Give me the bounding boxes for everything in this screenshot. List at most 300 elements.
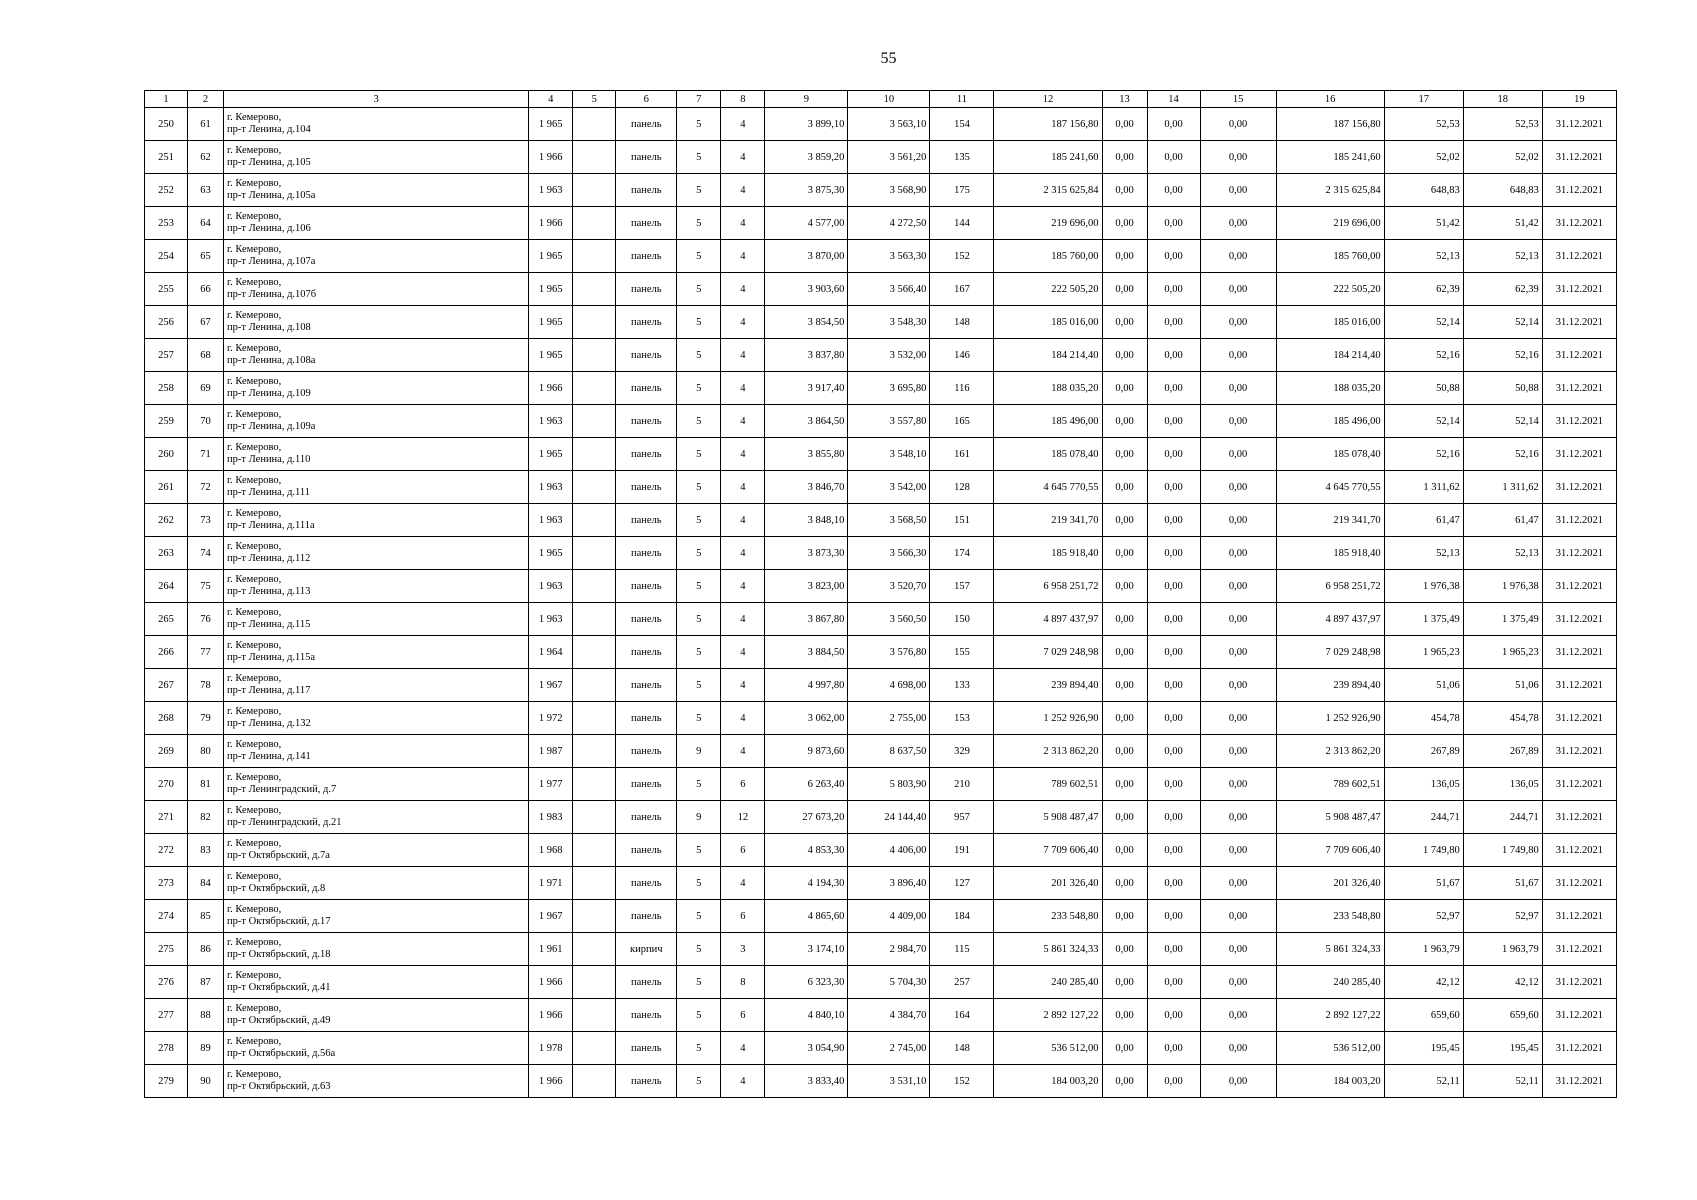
deadline-date-cell: 31.12.2021 bbox=[1542, 273, 1616, 306]
deadline-date-cell: 31.12.2021 bbox=[1542, 570, 1616, 603]
address-cell bbox=[224, 207, 529, 240]
col-13-cell: 0,00 bbox=[1102, 471, 1147, 504]
col-16-cost-cell: 185 241,60 bbox=[1276, 141, 1384, 174]
address-street: пр-т Ленина, д.111 bbox=[227, 487, 311, 498]
entrances-cell: 4 bbox=[721, 504, 765, 537]
col-13-cell: 0,00 bbox=[1102, 636, 1147, 669]
col-15-cell: 0,00 bbox=[1200, 108, 1276, 141]
residents-cell: 165 bbox=[930, 405, 994, 438]
total-cost-cell: 219 341,70 bbox=[994, 504, 1102, 537]
wall-material-cell: панель bbox=[616, 768, 677, 801]
address-cell bbox=[224, 570, 529, 603]
col-16-cost-cell: 7 029 248,98 bbox=[1276, 636, 1384, 669]
col-18-per-sqm-cell: 52,11 bbox=[1463, 1065, 1542, 1098]
col-5-cell bbox=[573, 933, 616, 966]
col-17-per-sqm-cell: 52,11 bbox=[1384, 1065, 1463, 1098]
col-18-per-sqm-cell: 51,67 bbox=[1463, 867, 1542, 900]
col-14-cell: 0,00 bbox=[1147, 669, 1200, 702]
col-18-per-sqm-cell: 52,97 bbox=[1463, 900, 1542, 933]
address-cell bbox=[224, 834, 529, 867]
col-5-cell bbox=[573, 801, 616, 834]
total-area-cell: 3 884,50 bbox=[765, 636, 848, 669]
col-5-cell bbox=[573, 339, 616, 372]
row-number-cell: 278 bbox=[145, 1032, 188, 1065]
total-cost-cell: 2 315 625,84 bbox=[994, 174, 1102, 207]
col-14-cell: 0,00 bbox=[1147, 306, 1200, 339]
wall-material-cell: панель bbox=[616, 372, 677, 405]
col-15-cell: 0,00 bbox=[1200, 834, 1276, 867]
col-18-per-sqm-cell: 50,88 bbox=[1463, 372, 1542, 405]
address-cell bbox=[224, 702, 529, 735]
wall-material-cell: панель bbox=[616, 636, 677, 669]
col-14-cell: 0,00 bbox=[1147, 537, 1200, 570]
floors-cell: 5 bbox=[677, 273, 721, 306]
col-13-cell: 0,00 bbox=[1102, 834, 1147, 867]
row-number-cell: 255 bbox=[145, 273, 188, 306]
year-built-cell: 1 968 bbox=[529, 834, 573, 867]
total-cost-cell: 2 313 862,20 bbox=[994, 735, 1102, 768]
year-built-cell: 1 963 bbox=[529, 570, 573, 603]
total-area-cell: 3 855,80 bbox=[765, 438, 848, 471]
column-number-5: 5 bbox=[573, 91, 616, 108]
col-17-per-sqm-cell: 136,05 bbox=[1384, 768, 1463, 801]
address-street: пр-т Ленина, д.107б bbox=[227, 289, 317, 300]
living-area-cell: 3 576,80 bbox=[848, 636, 930, 669]
table-row bbox=[145, 504, 1617, 537]
entrances-cell: 4 bbox=[721, 438, 765, 471]
year-built-cell: 1 987 bbox=[529, 735, 573, 768]
wall-material-cell: панель bbox=[616, 669, 677, 702]
local-number-cell: 61 bbox=[188, 108, 224, 141]
col-18-per-sqm-cell: 659,60 bbox=[1463, 999, 1542, 1032]
floors-cell: 5 bbox=[677, 636, 721, 669]
col-15-cell: 0,00 bbox=[1200, 867, 1276, 900]
residents-cell: 146 bbox=[930, 339, 994, 372]
col-18-per-sqm-cell: 1 963,79 bbox=[1463, 933, 1542, 966]
wall-material-cell: панель bbox=[616, 867, 677, 900]
col-5-cell bbox=[573, 735, 616, 768]
local-number-cell: 86 bbox=[188, 933, 224, 966]
total-cost-cell: 185 241,60 bbox=[994, 141, 1102, 174]
table-row bbox=[145, 933, 1617, 966]
living-area-cell: 3 557,80 bbox=[848, 405, 930, 438]
column-number-11: 11 bbox=[930, 91, 994, 108]
year-built-cell: 1 966 bbox=[529, 1065, 573, 1098]
address-street: пр-т Ленина, д.105 bbox=[227, 157, 311, 168]
entrances-cell: 4 bbox=[721, 537, 765, 570]
address-street: пр-т Ленина, д.109 bbox=[227, 388, 311, 399]
col-15-cell: 0,00 bbox=[1200, 339, 1276, 372]
floors-cell: 5 bbox=[677, 702, 721, 735]
floors-cell: 5 bbox=[677, 339, 721, 372]
entrances-cell: 4 bbox=[721, 372, 765, 405]
residents-cell: 184 bbox=[930, 900, 994, 933]
deadline-date-cell: 31.12.2021 bbox=[1542, 867, 1616, 900]
floors-cell: 5 bbox=[677, 900, 721, 933]
floors-cell: 5 bbox=[677, 174, 721, 207]
col-18-per-sqm-cell: 648,83 bbox=[1463, 174, 1542, 207]
address-city: г. Кемерово, bbox=[227, 343, 282, 354]
col-14-cell: 0,00 bbox=[1147, 900, 1200, 933]
col-16-cost-cell: 185 078,40 bbox=[1276, 438, 1384, 471]
col-13-cell: 0,00 bbox=[1102, 669, 1147, 702]
address-cell bbox=[224, 306, 529, 339]
residents-cell: 150 bbox=[930, 603, 994, 636]
col-15-cell: 0,00 bbox=[1200, 141, 1276, 174]
entrances-cell: 4 bbox=[721, 240, 765, 273]
col-16-cost-cell: 187 156,80 bbox=[1276, 108, 1384, 141]
local-number-cell: 84 bbox=[188, 867, 224, 900]
col-18-per-sqm-cell: 136,05 bbox=[1463, 768, 1542, 801]
wall-material-cell: панель bbox=[616, 471, 677, 504]
total-cost-cell: 185 918,40 bbox=[994, 537, 1102, 570]
entrances-cell: 6 bbox=[721, 900, 765, 933]
wall-material-cell: панель bbox=[616, 999, 677, 1032]
col-5-cell bbox=[573, 834, 616, 867]
deadline-date-cell: 31.12.2021 bbox=[1542, 834, 1616, 867]
table-row bbox=[145, 240, 1617, 273]
total-cost-cell: 222 505,20 bbox=[994, 273, 1102, 306]
col-14-cell: 0,00 bbox=[1147, 339, 1200, 372]
entrances-cell: 4 bbox=[721, 306, 765, 339]
col-16-cost-cell: 536 512,00 bbox=[1276, 1032, 1384, 1065]
col-17-per-sqm-cell: 267,89 bbox=[1384, 735, 1463, 768]
col-17-per-sqm-cell: 50,88 bbox=[1384, 372, 1463, 405]
address-street: пр-т Октябрьский, д.41 bbox=[227, 982, 331, 993]
address-cell bbox=[224, 735, 529, 768]
wall-material-cell: панель bbox=[616, 702, 677, 735]
col-15-cell: 0,00 bbox=[1200, 240, 1276, 273]
wall-material-cell: панель bbox=[616, 207, 677, 240]
col-5-cell bbox=[573, 471, 616, 504]
address-street: пр-т Ленина, д.115 bbox=[227, 619, 311, 630]
address-city: г. Кемерово, bbox=[227, 805, 282, 816]
wall-material-cell: панель bbox=[616, 537, 677, 570]
col-14-cell: 0,00 bbox=[1147, 141, 1200, 174]
year-built-cell: 1 966 bbox=[529, 207, 573, 240]
column-number-4: 4 bbox=[529, 91, 573, 108]
entrances-cell: 3 bbox=[721, 933, 765, 966]
col-18-per-sqm-cell: 52,16 bbox=[1463, 438, 1542, 471]
col-16-cost-cell: 185 760,00 bbox=[1276, 240, 1384, 273]
local-number-cell: 66 bbox=[188, 273, 224, 306]
col-5-cell bbox=[573, 108, 616, 141]
living-area-cell: 2 745,00 bbox=[848, 1032, 930, 1065]
col-18-per-sqm-cell: 42,12 bbox=[1463, 966, 1542, 999]
total-area-cell: 9 873,60 bbox=[765, 735, 848, 768]
table-row bbox=[145, 966, 1617, 999]
col-13-cell: 0,00 bbox=[1102, 570, 1147, 603]
col-18-per-sqm-cell: 62,39 bbox=[1463, 273, 1542, 306]
row-number-cell: 257 bbox=[145, 339, 188, 372]
col-16-cost-cell: 7 709 606,40 bbox=[1276, 834, 1384, 867]
col-14-cell: 0,00 bbox=[1147, 471, 1200, 504]
local-number-cell: 89 bbox=[188, 1032, 224, 1065]
table-row bbox=[145, 900, 1617, 933]
local-number-cell: 71 bbox=[188, 438, 224, 471]
living-area-cell: 4 698,00 bbox=[848, 669, 930, 702]
col-15-cell: 0,00 bbox=[1200, 801, 1276, 834]
col-16-cost-cell: 184 214,40 bbox=[1276, 339, 1384, 372]
table-row bbox=[145, 570, 1617, 603]
year-built-cell: 1 983 bbox=[529, 801, 573, 834]
col-5-cell bbox=[573, 438, 616, 471]
col-5-cell bbox=[573, 240, 616, 273]
address-street: пр-т Ленина, д.107а bbox=[227, 256, 316, 267]
year-built-cell: 1 977 bbox=[529, 768, 573, 801]
col-5-cell bbox=[573, 372, 616, 405]
total-area-cell: 3 873,30 bbox=[765, 537, 848, 570]
floors-cell: 5 bbox=[677, 1032, 721, 1065]
address-city: г. Кемерово, bbox=[227, 112, 282, 123]
address-street: пр-т Октябрьский, д.63 bbox=[227, 1081, 331, 1092]
column-number-8: 8 bbox=[721, 91, 765, 108]
address-cell bbox=[224, 372, 529, 405]
col-18-per-sqm-cell: 454,78 bbox=[1463, 702, 1542, 735]
col-17-per-sqm-cell: 1 976,38 bbox=[1384, 570, 1463, 603]
year-built-cell: 1 966 bbox=[529, 372, 573, 405]
col-13-cell: 0,00 bbox=[1102, 339, 1147, 372]
col-16-cost-cell: 239 894,40 bbox=[1276, 669, 1384, 702]
address-cell bbox=[224, 669, 529, 702]
total-area-cell: 3 854,50 bbox=[765, 306, 848, 339]
residents-cell: 127 bbox=[930, 867, 994, 900]
col-18-per-sqm-cell: 51,42 bbox=[1463, 207, 1542, 240]
col-15-cell: 0,00 bbox=[1200, 537, 1276, 570]
col-5-cell bbox=[573, 570, 616, 603]
col-13-cell: 0,00 bbox=[1102, 966, 1147, 999]
total-area-cell: 4 840,10 bbox=[765, 999, 848, 1032]
floors-cell: 5 bbox=[677, 438, 721, 471]
wall-material-cell: панель bbox=[616, 405, 677, 438]
entrances-cell: 4 bbox=[721, 1065, 765, 1098]
total-cost-cell: 7 709 606,40 bbox=[994, 834, 1102, 867]
wall-material-cell: панель bbox=[616, 1032, 677, 1065]
floors-cell: 5 bbox=[677, 537, 721, 570]
local-number-cell: 63 bbox=[188, 174, 224, 207]
total-cost-cell: 184 214,40 bbox=[994, 339, 1102, 372]
address-city: г. Кемерово, bbox=[227, 442, 282, 453]
total-cost-cell: 5 861 324,33 bbox=[994, 933, 1102, 966]
entrances-cell: 4 bbox=[721, 702, 765, 735]
col-15-cell: 0,00 bbox=[1200, 438, 1276, 471]
col-15-cell: 0,00 bbox=[1200, 1032, 1276, 1065]
year-built-cell: 1 971 bbox=[529, 867, 573, 900]
col-18-per-sqm-cell: 52,13 bbox=[1463, 537, 1542, 570]
floors-cell: 5 bbox=[677, 999, 721, 1032]
col-17-per-sqm-cell: 52,14 bbox=[1384, 405, 1463, 438]
entrances-cell: 4 bbox=[721, 570, 765, 603]
year-built-cell: 1 961 bbox=[529, 933, 573, 966]
column-number-1: 1 bbox=[145, 91, 188, 108]
row-number-cell: 262 bbox=[145, 504, 188, 537]
local-number-cell: 78 bbox=[188, 669, 224, 702]
local-number-cell: 85 bbox=[188, 900, 224, 933]
year-built-cell: 1 965 bbox=[529, 273, 573, 306]
living-area-cell: 3 531,10 bbox=[848, 1065, 930, 1098]
total-cost-cell: 4 645 770,55 bbox=[994, 471, 1102, 504]
col-17-per-sqm-cell: 244,71 bbox=[1384, 801, 1463, 834]
col-14-cell: 0,00 bbox=[1147, 603, 1200, 636]
col-5-cell bbox=[573, 966, 616, 999]
entrances-cell: 4 bbox=[721, 471, 765, 504]
col-18-per-sqm-cell: 52,13 bbox=[1463, 240, 1542, 273]
table-row bbox=[145, 702, 1617, 735]
col-13-cell: 0,00 bbox=[1102, 801, 1147, 834]
column-number-13: 13 bbox=[1102, 91, 1147, 108]
col-13-cell: 0,00 bbox=[1102, 933, 1147, 966]
address-cell bbox=[224, 537, 529, 570]
col-18-per-sqm-cell: 1 976,38 bbox=[1463, 570, 1542, 603]
col-5-cell bbox=[573, 999, 616, 1032]
living-area-cell: 3 548,30 bbox=[848, 306, 930, 339]
total-area-cell: 6 323,30 bbox=[765, 966, 848, 999]
col-15-cell: 0,00 bbox=[1200, 372, 1276, 405]
total-area-cell: 27 673,20 bbox=[765, 801, 848, 834]
table-row bbox=[145, 801, 1617, 834]
col-14-cell: 0,00 bbox=[1147, 768, 1200, 801]
entrances-cell: 4 bbox=[721, 339, 765, 372]
residents-cell: 152 bbox=[930, 1065, 994, 1098]
table-row bbox=[145, 471, 1617, 504]
col-15-cell: 0,00 bbox=[1200, 405, 1276, 438]
living-area-cell: 3 563,10 bbox=[848, 108, 930, 141]
row-number-cell: 271 bbox=[145, 801, 188, 834]
local-number-cell: 79 bbox=[188, 702, 224, 735]
year-built-cell: 1 965 bbox=[529, 306, 573, 339]
address-city: г. Кемерово, bbox=[227, 772, 282, 783]
col-14-cell: 0,00 bbox=[1147, 504, 1200, 537]
residents-cell: 148 bbox=[930, 306, 994, 339]
entrances-cell: 4 bbox=[721, 867, 765, 900]
col-15-cell: 0,00 bbox=[1200, 735, 1276, 768]
year-built-cell: 1 966 bbox=[529, 999, 573, 1032]
deadline-date-cell: 31.12.2021 bbox=[1542, 933, 1616, 966]
total-cost-cell: 184 003,20 bbox=[994, 1065, 1102, 1098]
address-cell bbox=[224, 1065, 529, 1098]
column-number-6: 6 bbox=[616, 91, 677, 108]
deadline-date-cell: 31.12.2021 bbox=[1542, 669, 1616, 702]
col-17-per-sqm-cell: 52,97 bbox=[1384, 900, 1463, 933]
total-cost-cell: 536 512,00 bbox=[994, 1032, 1102, 1065]
year-built-cell: 1 963 bbox=[529, 471, 573, 504]
living-area-cell: 2 755,00 bbox=[848, 702, 930, 735]
deadline-date-cell: 31.12.2021 bbox=[1542, 207, 1616, 240]
col-15-cell: 0,00 bbox=[1200, 207, 1276, 240]
year-built-cell: 1 963 bbox=[529, 504, 573, 537]
floors-cell: 5 bbox=[677, 603, 721, 636]
living-area-cell: 4 272,50 bbox=[848, 207, 930, 240]
total-cost-cell: 185 760,00 bbox=[994, 240, 1102, 273]
table-row bbox=[145, 438, 1617, 471]
address-city: г. Кемерово, bbox=[227, 970, 282, 981]
local-number-cell: 83 bbox=[188, 834, 224, 867]
year-built-cell: 1 963 bbox=[529, 174, 573, 207]
floors-cell: 9 bbox=[677, 801, 721, 834]
total-area-cell: 3 054,90 bbox=[765, 1032, 848, 1065]
entrances-cell: 4 bbox=[721, 141, 765, 174]
col-5-cell bbox=[573, 603, 616, 636]
column-number-9: 9 bbox=[765, 91, 848, 108]
residents-cell: 161 bbox=[930, 438, 994, 471]
row-number-cell: 258 bbox=[145, 372, 188, 405]
residents-cell: 210 bbox=[930, 768, 994, 801]
col-18-per-sqm-cell: 1 311,62 bbox=[1463, 471, 1542, 504]
col-14-cell: 0,00 bbox=[1147, 174, 1200, 207]
table-row bbox=[145, 867, 1617, 900]
col-5-cell bbox=[573, 768, 616, 801]
entrances-cell: 4 bbox=[721, 174, 765, 207]
residents-cell: 157 bbox=[930, 570, 994, 603]
local-number-cell: 70 bbox=[188, 405, 224, 438]
col-5-cell bbox=[573, 702, 616, 735]
total-area-cell: 3 870,00 bbox=[765, 240, 848, 273]
wall-material-cell: панель bbox=[616, 273, 677, 306]
total-area-cell: 3 062,00 bbox=[765, 702, 848, 735]
wall-material-cell: панель bbox=[616, 603, 677, 636]
address-street: пр-т Октябрьский, д.7а bbox=[227, 850, 330, 861]
floors-cell: 5 bbox=[677, 306, 721, 339]
row-number-cell: 277 bbox=[145, 999, 188, 1032]
col-18-per-sqm-cell: 52,14 bbox=[1463, 405, 1542, 438]
address-city: г. Кемерово, bbox=[227, 541, 282, 552]
col-17-per-sqm-cell: 1 375,49 bbox=[1384, 603, 1463, 636]
col-16-cost-cell: 5 908 487,47 bbox=[1276, 801, 1384, 834]
entrances-cell: 6 bbox=[721, 834, 765, 867]
residents-cell: 167 bbox=[930, 273, 994, 306]
col-13-cell: 0,00 bbox=[1102, 273, 1147, 306]
col-5-cell bbox=[573, 273, 616, 306]
total-cost-cell: 201 326,40 bbox=[994, 867, 1102, 900]
col-5-cell bbox=[573, 1065, 616, 1098]
address-city: г. Кемерово, bbox=[227, 739, 282, 750]
col-16-cost-cell: 4 897 437,97 bbox=[1276, 603, 1384, 636]
address-city: г. Кемерово, bbox=[227, 937, 282, 948]
year-built-cell: 1 963 bbox=[529, 405, 573, 438]
column-number-2: 2 bbox=[188, 91, 224, 108]
entrances-cell: 6 bbox=[721, 768, 765, 801]
floors-cell: 5 bbox=[677, 966, 721, 999]
col-16-cost-cell: 4 645 770,55 bbox=[1276, 471, 1384, 504]
total-area-cell: 4 865,60 bbox=[765, 900, 848, 933]
deadline-date-cell: 31.12.2021 bbox=[1542, 108, 1616, 141]
year-built-cell: 1 964 bbox=[529, 636, 573, 669]
total-area-cell: 6 263,40 bbox=[765, 768, 848, 801]
deadline-date-cell: 31.12.2021 bbox=[1542, 174, 1616, 207]
col-5-cell bbox=[573, 306, 616, 339]
local-number-cell: 87 bbox=[188, 966, 224, 999]
wall-material-cell: панель bbox=[616, 570, 677, 603]
address-city: г. Кемерово, bbox=[227, 871, 282, 882]
deadline-date-cell: 31.12.2021 bbox=[1542, 636, 1616, 669]
living-area-cell: 3 568,50 bbox=[848, 504, 930, 537]
total-area-cell: 3 174,10 bbox=[765, 933, 848, 966]
local-number-cell: 72 bbox=[188, 471, 224, 504]
floors-cell: 5 bbox=[677, 768, 721, 801]
address-cell bbox=[224, 273, 529, 306]
col-18-per-sqm-cell: 52,16 bbox=[1463, 339, 1542, 372]
address-street: пр-т Октябрьский, д.56а bbox=[227, 1048, 336, 1059]
living-area-cell: 4 409,00 bbox=[848, 900, 930, 933]
table-row bbox=[145, 273, 1617, 306]
address-city: г. Кемерово, bbox=[227, 607, 282, 618]
col-15-cell: 0,00 bbox=[1200, 702, 1276, 735]
col-13-cell: 0,00 bbox=[1102, 999, 1147, 1032]
col-15-cell: 0,00 bbox=[1200, 504, 1276, 537]
address-city: г. Кемерово, bbox=[227, 475, 282, 486]
address-city: г. Кемерово, bbox=[227, 673, 282, 684]
local-number-cell: 76 bbox=[188, 603, 224, 636]
